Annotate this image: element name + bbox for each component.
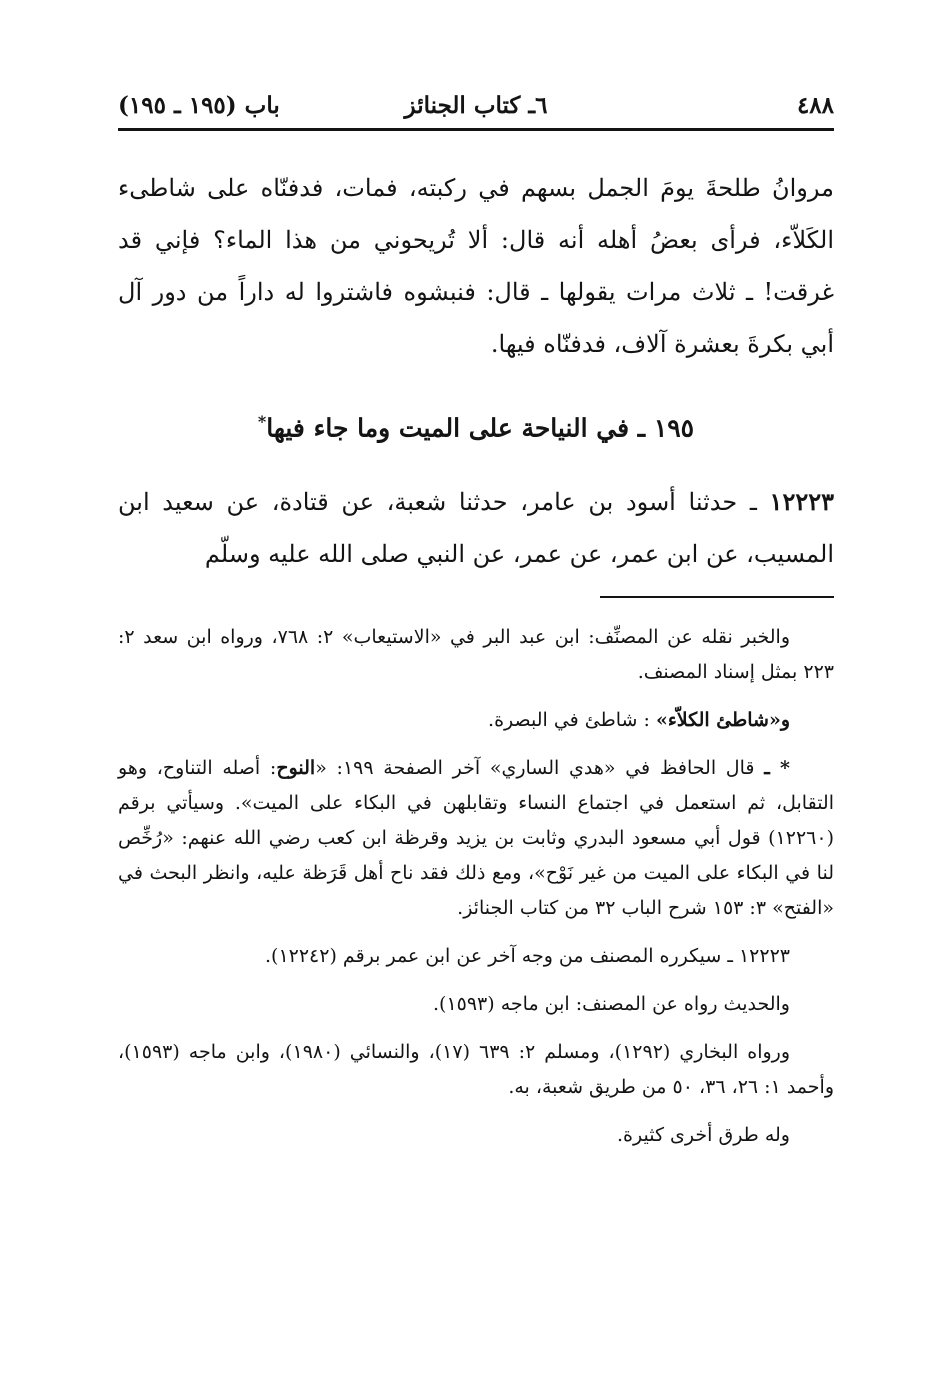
hadith-text: ـ حدثنا أسود بن عامر، حدثنا شعبة، عن قتادة، عن سعيد ابن المسيب، عن ابن عمر، عن عمر، عن النبي صلى الله عليه وسلّم (118, 488, 834, 568)
footnote-text: قال الحافظ في «هدي الساري» آخر الصفحة ١٩٩: « (315, 757, 765, 779)
footnote-marker: * (257, 412, 267, 431)
running-header (118, 86, 834, 126)
page-number: ٤٨٨ (796, 92, 834, 119)
footnote-term: و«شاطئ الكلاّء» (655, 709, 790, 731)
footnote-marker: * ـ (764, 757, 790, 779)
chapter-range: باب (١٩٥ ـ ١٩٥) (118, 92, 280, 119)
footnote (118, 751, 834, 926)
hadith-number: ١٢٢٢٣ (769, 487, 834, 516)
footnote-term: النوح (276, 757, 316, 779)
book-title: ٦ـ كتاب الجنائز (404, 92, 548, 119)
footnote (118, 703, 834, 738)
section-title (118, 400, 834, 450)
body-paragraph: مروانُ طلحةَ يومَ الجمل بسهم في ركبته، فمات، فدفنّاه على شاطىء الكَلاّء، فرأى بعضُ أهله أنه قال: ألا تُريحوني من هذا الماء؟ فإني قد غرقت! ـ ثلاث مرات يقولها ـ قال: فنبشوه فاشتروا له داراً من دور آل أبي بكرةَ بعشرة آلاف، فدفنّاه فيها. (118, 174, 834, 358)
footnote: ١٢٢٢٣ ـ سيكرره المصنف من وجه آخر عن ابن عمر برقم (١٢٢٤٢). (264, 945, 790, 967)
footnotes (118, 620, 834, 1166)
footnote-text: : شاطئ في البصرة. (488, 709, 650, 731)
section-title-text: ١٩٥ ـ في النياحة على الميت وما جاء فيها (266, 413, 695, 443)
footnote: والخبر نقله عن المصنِّف: ابن عبد البر في «الاستيعاب» ٢: ٧٦٨، ورواه ابن سعد ٢: ٢٢٣ بمثل إسناد المصنف. (118, 626, 834, 683)
footnote-text: : أصله التناوح، وهو التقابل، ثم استعمل في اجتماع النساء وتقابلهن في البكاء على الميت». وسيأتي برقم (١٢٢٦٠) قول أبي مسعود البدري وثابت بن يزيد وقرظة ابن كعب رضي الله عنهم: «رُخِّص لنا في البكاء على الميت من غير نَوْح»، ومع ذلك فقد ناح أهل قَرَظة عليه، وانظر البحث في «الفتح» ٣: ١٥٣ شرح الباب ٣٢ من كتاب الجنائز. (118, 757, 834, 919)
footnote-separator (600, 596, 834, 598)
footnote: ورواه البخاري (١٢٩٢)، ومسلم ٢: ٦٣٩ (١٧)، والنسائي (١٩٨٠)، وابن ماجه (١٥٩٣)، وأحمد ١: ٢٦، ٣٦، ٥٠ من طريق شعبة، به. (118, 1041, 834, 1098)
hadith-paragraph (118, 476, 834, 580)
footnote: وله طرق أخرى كثيرة. (617, 1124, 790, 1146)
footnote: والحديث رواه عن المصنف: ابن ماجه (١٥٩٣). (432, 993, 790, 1015)
header-rule (118, 128, 834, 131)
